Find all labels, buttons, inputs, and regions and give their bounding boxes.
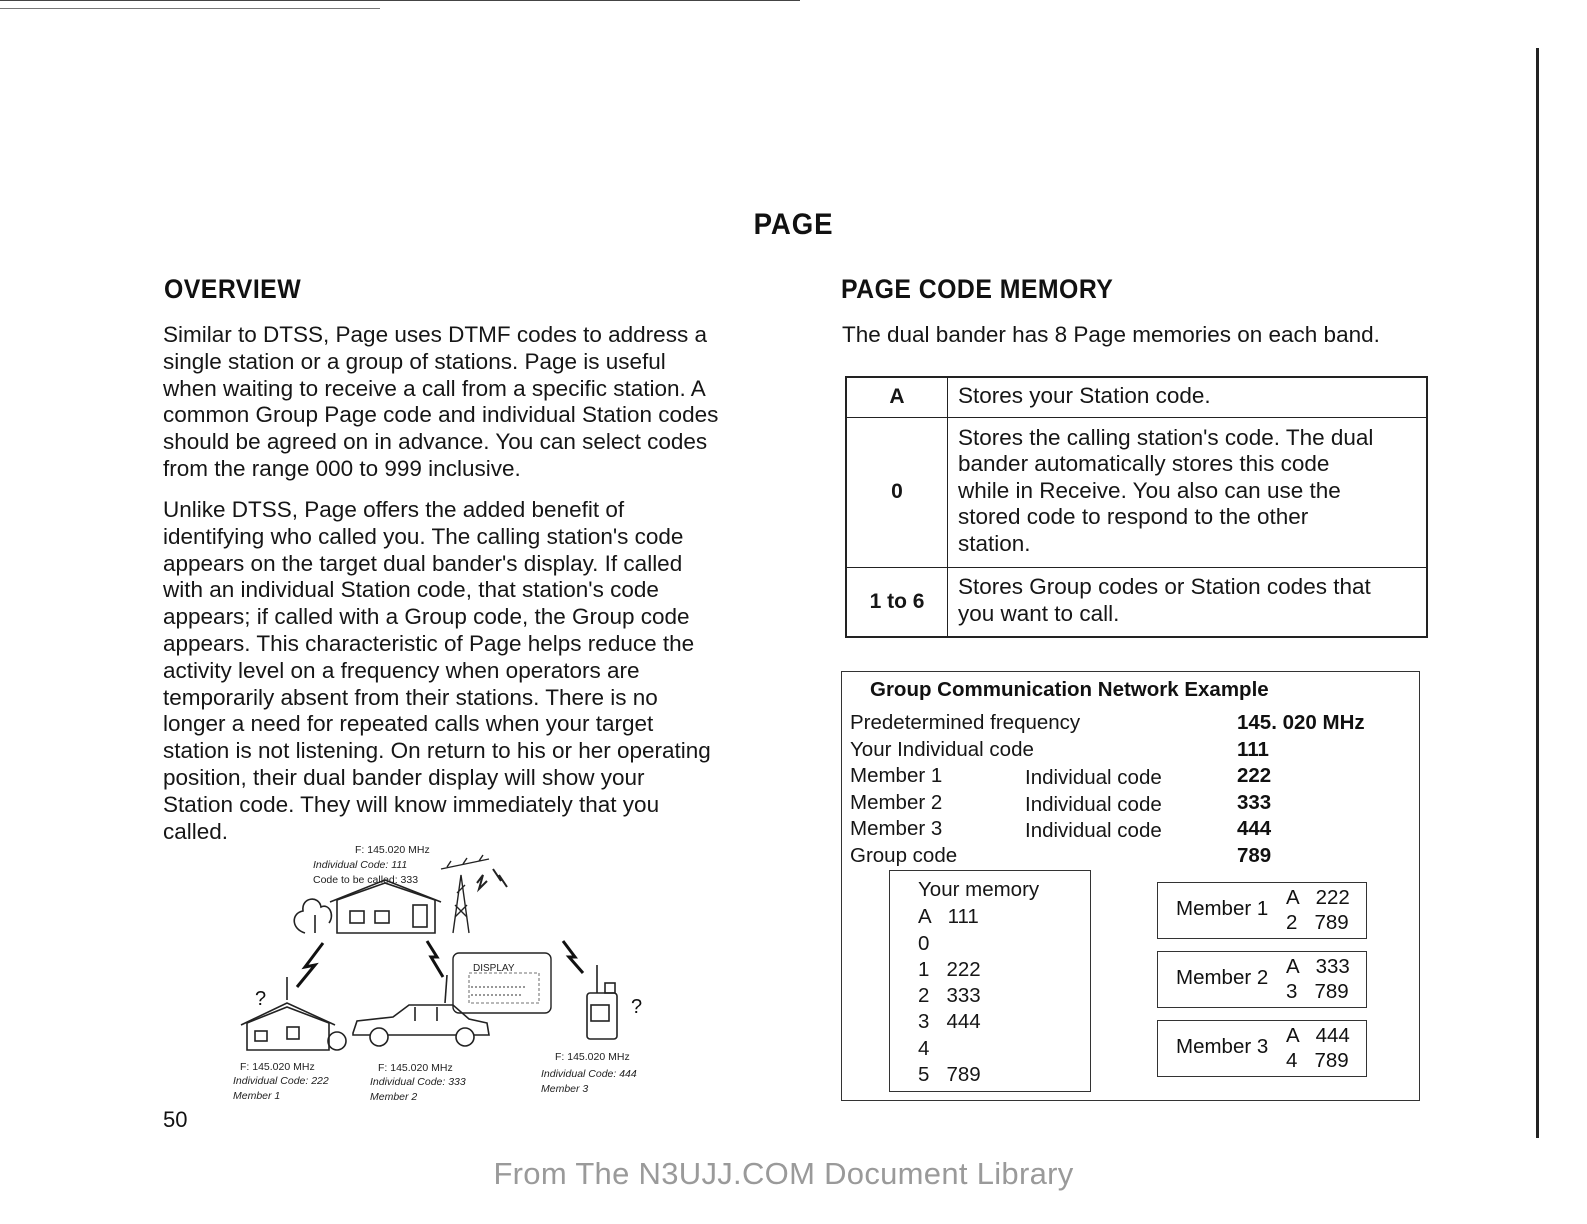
top-station-code-to-call: Code to be called: 333 — [313, 874, 419, 886]
member-2-memory-box — [1157, 951, 1367, 1008]
member-3-code: Individual Code: 444 — [541, 1068, 637, 1080]
member-3-memory-box — [1157, 1020, 1367, 1077]
signal-bolt-icon — [477, 875, 487, 889]
table-row — [846, 417, 1427, 567]
your-memory-line: 5 789 — [918, 1063, 981, 1086]
member-box-line: 4 789 — [1286, 1049, 1349, 1072]
your-memory-line: 3 444 — [918, 1010, 981, 1033]
page-number: 50 — [163, 1107, 188, 1132]
your-memory-line: 0 — [918, 932, 930, 955]
base-station-house-icon — [294, 880, 441, 933]
member-1-label: Member 1 — [233, 1090, 281, 1102]
member-3-handheld-icon — [587, 965, 617, 1039]
memory-description: Stores your Station code. — [948, 377, 1428, 417]
member-box-line: A 222 — [1286, 886, 1350, 909]
network-row-value: 333 — [1237, 791, 1272, 814]
top-rule — [0, 0, 800, 1]
top-rule-secondary — [0, 8, 380, 9]
network-row-value: 145. 020 MHz — [1237, 711, 1365, 734]
memory-description: Stores the calling station's code. The dual bander automatically stores this code while in Receive. You also can use the stored code to respond to the other station. — [948, 417, 1428, 567]
network-row-label: Predetermined frequency — [850, 711, 1081, 734]
member-3-frequency: F: 145.020 MHz — [555, 1051, 630, 1063]
your-memory-line: A 111 — [918, 905, 979, 928]
network-row-value: 111 — [1237, 738, 1269, 761]
your-memory-title: Your memory — [918, 878, 1040, 901]
network-row-sub: Individual code — [1025, 793, 1162, 816]
member-2-frequency: F: 145.020 MHz — [378, 1062, 453, 1074]
network-row-label: Your Individual code — [850, 738, 1034, 761]
display-label: DISPLAY — [473, 963, 515, 974]
top-station-individual-code: Individual Code: 111 — [313, 859, 408, 871]
network-row-label: Member 2 — [850, 791, 943, 814]
memory-key: 0 — [846, 417, 948, 567]
network-row-label: Member 3 — [850, 817, 943, 840]
document-library-footer: From The N3UJJ.COM Document Library — [493, 1156, 1074, 1191]
member-box-label: Member 3 — [1176, 1035, 1269, 1058]
your-memory-line: 4 — [918, 1037, 930, 1060]
member-1-code: Individual Code: 222 — [233, 1075, 329, 1087]
page-title: PAGE — [753, 208, 834, 241]
overview-paragraph-2: Unlike DTSS, Page offers the added benefit of identifying who called you. The calling station's code appears on the target dual bander's display. If called with an individual Station code, that station's code appears; if called with a Group code, the Group code appears. This characteristic of Page helps reduce the activity level on a frequency when operators are temporarily absent from their stations. There is no longer a need for repeated calls when your target station is not listening. On return to his or her operating position, their dual bander display will show your Station code. They will know immediately that you called. — [163, 497, 711, 844]
question-mark-1: ? — [255, 988, 267, 1010]
table-row — [846, 567, 1427, 637]
network-row-value: 789 — [1237, 844, 1272, 867]
question-mark-3: ? — [631, 996, 643, 1018]
member-box-label: Member 2 — [1176, 966, 1269, 989]
signal-bolt-icon — [493, 869, 507, 887]
page-code-memory-heading: PAGE CODE MEMORY — [841, 274, 1114, 304]
network-row-sub: Individual code — [1025, 766, 1162, 789]
network-row-label: Member 1 — [850, 764, 943, 787]
memory-intro: The dual bander has 8 Page memories on each band. — [842, 322, 1380, 347]
member-box-line: A 444 — [1286, 1024, 1350, 1047]
page-edge-bar — [1536, 48, 1539, 1138]
network-row-value: 222 — [1237, 764, 1272, 787]
member-2-code: Individual Code: 333 — [370, 1076, 466, 1088]
group-network-title: Group Communication Network Example — [870, 678, 1269, 701]
member-1-memory-box — [1157, 882, 1367, 939]
memory-key: A — [846, 377, 948, 417]
overview-heading: OVERVIEW — [164, 274, 302, 304]
signal-bolt-icon — [297, 943, 323, 987]
page-memory-table — [845, 376, 1428, 638]
your-memory-line: 2 333 — [918, 984, 981, 1007]
member-box-line: 3 789 — [1286, 980, 1349, 1003]
antenna-tower-icon — [441, 855, 489, 933]
signal-bolt-icon — [563, 941, 583, 973]
overview-paragraph-1: Similar to DTSS, Page uses DTMF codes to address a single station or a group of stations. Page is useful when waiting to receive a call from a specific station. A common Group Page code and individual Station codes should be agreed on in advance. You can select codes from the range 000 to 999 inclusive. — [163, 322, 719, 481]
display-callout-icon — [453, 953, 551, 1013]
signal-bolt-icon — [427, 941, 443, 977]
network-row-sub: Individual code — [1025, 819, 1162, 842]
your-memory-box — [889, 870, 1091, 1092]
member-3-label: Member 3 — [541, 1083, 589, 1095]
memory-key: 1 to 6 — [846, 567, 948, 637]
memory-description: Stores Group codes or Station codes that you want to call. — [948, 567, 1428, 637]
member-2-label: Member 2 — [370, 1091, 418, 1103]
top-station-frequency: F: 145.020 MHz — [355, 844, 430, 856]
member-1-frequency: F: 145.020 MHz — [240, 1061, 315, 1073]
your-memory-line: 1 222 — [918, 958, 981, 981]
table-row — [846, 377, 1427, 417]
member-box-line: 2 789 — [1286, 911, 1349, 934]
member-box-line: A 333 — [1286, 955, 1350, 978]
member-box-label: Member 1 — [1176, 897, 1269, 920]
network-row-label: Group code — [850, 844, 958, 867]
network-row-value: 444 — [1237, 817, 1272, 840]
